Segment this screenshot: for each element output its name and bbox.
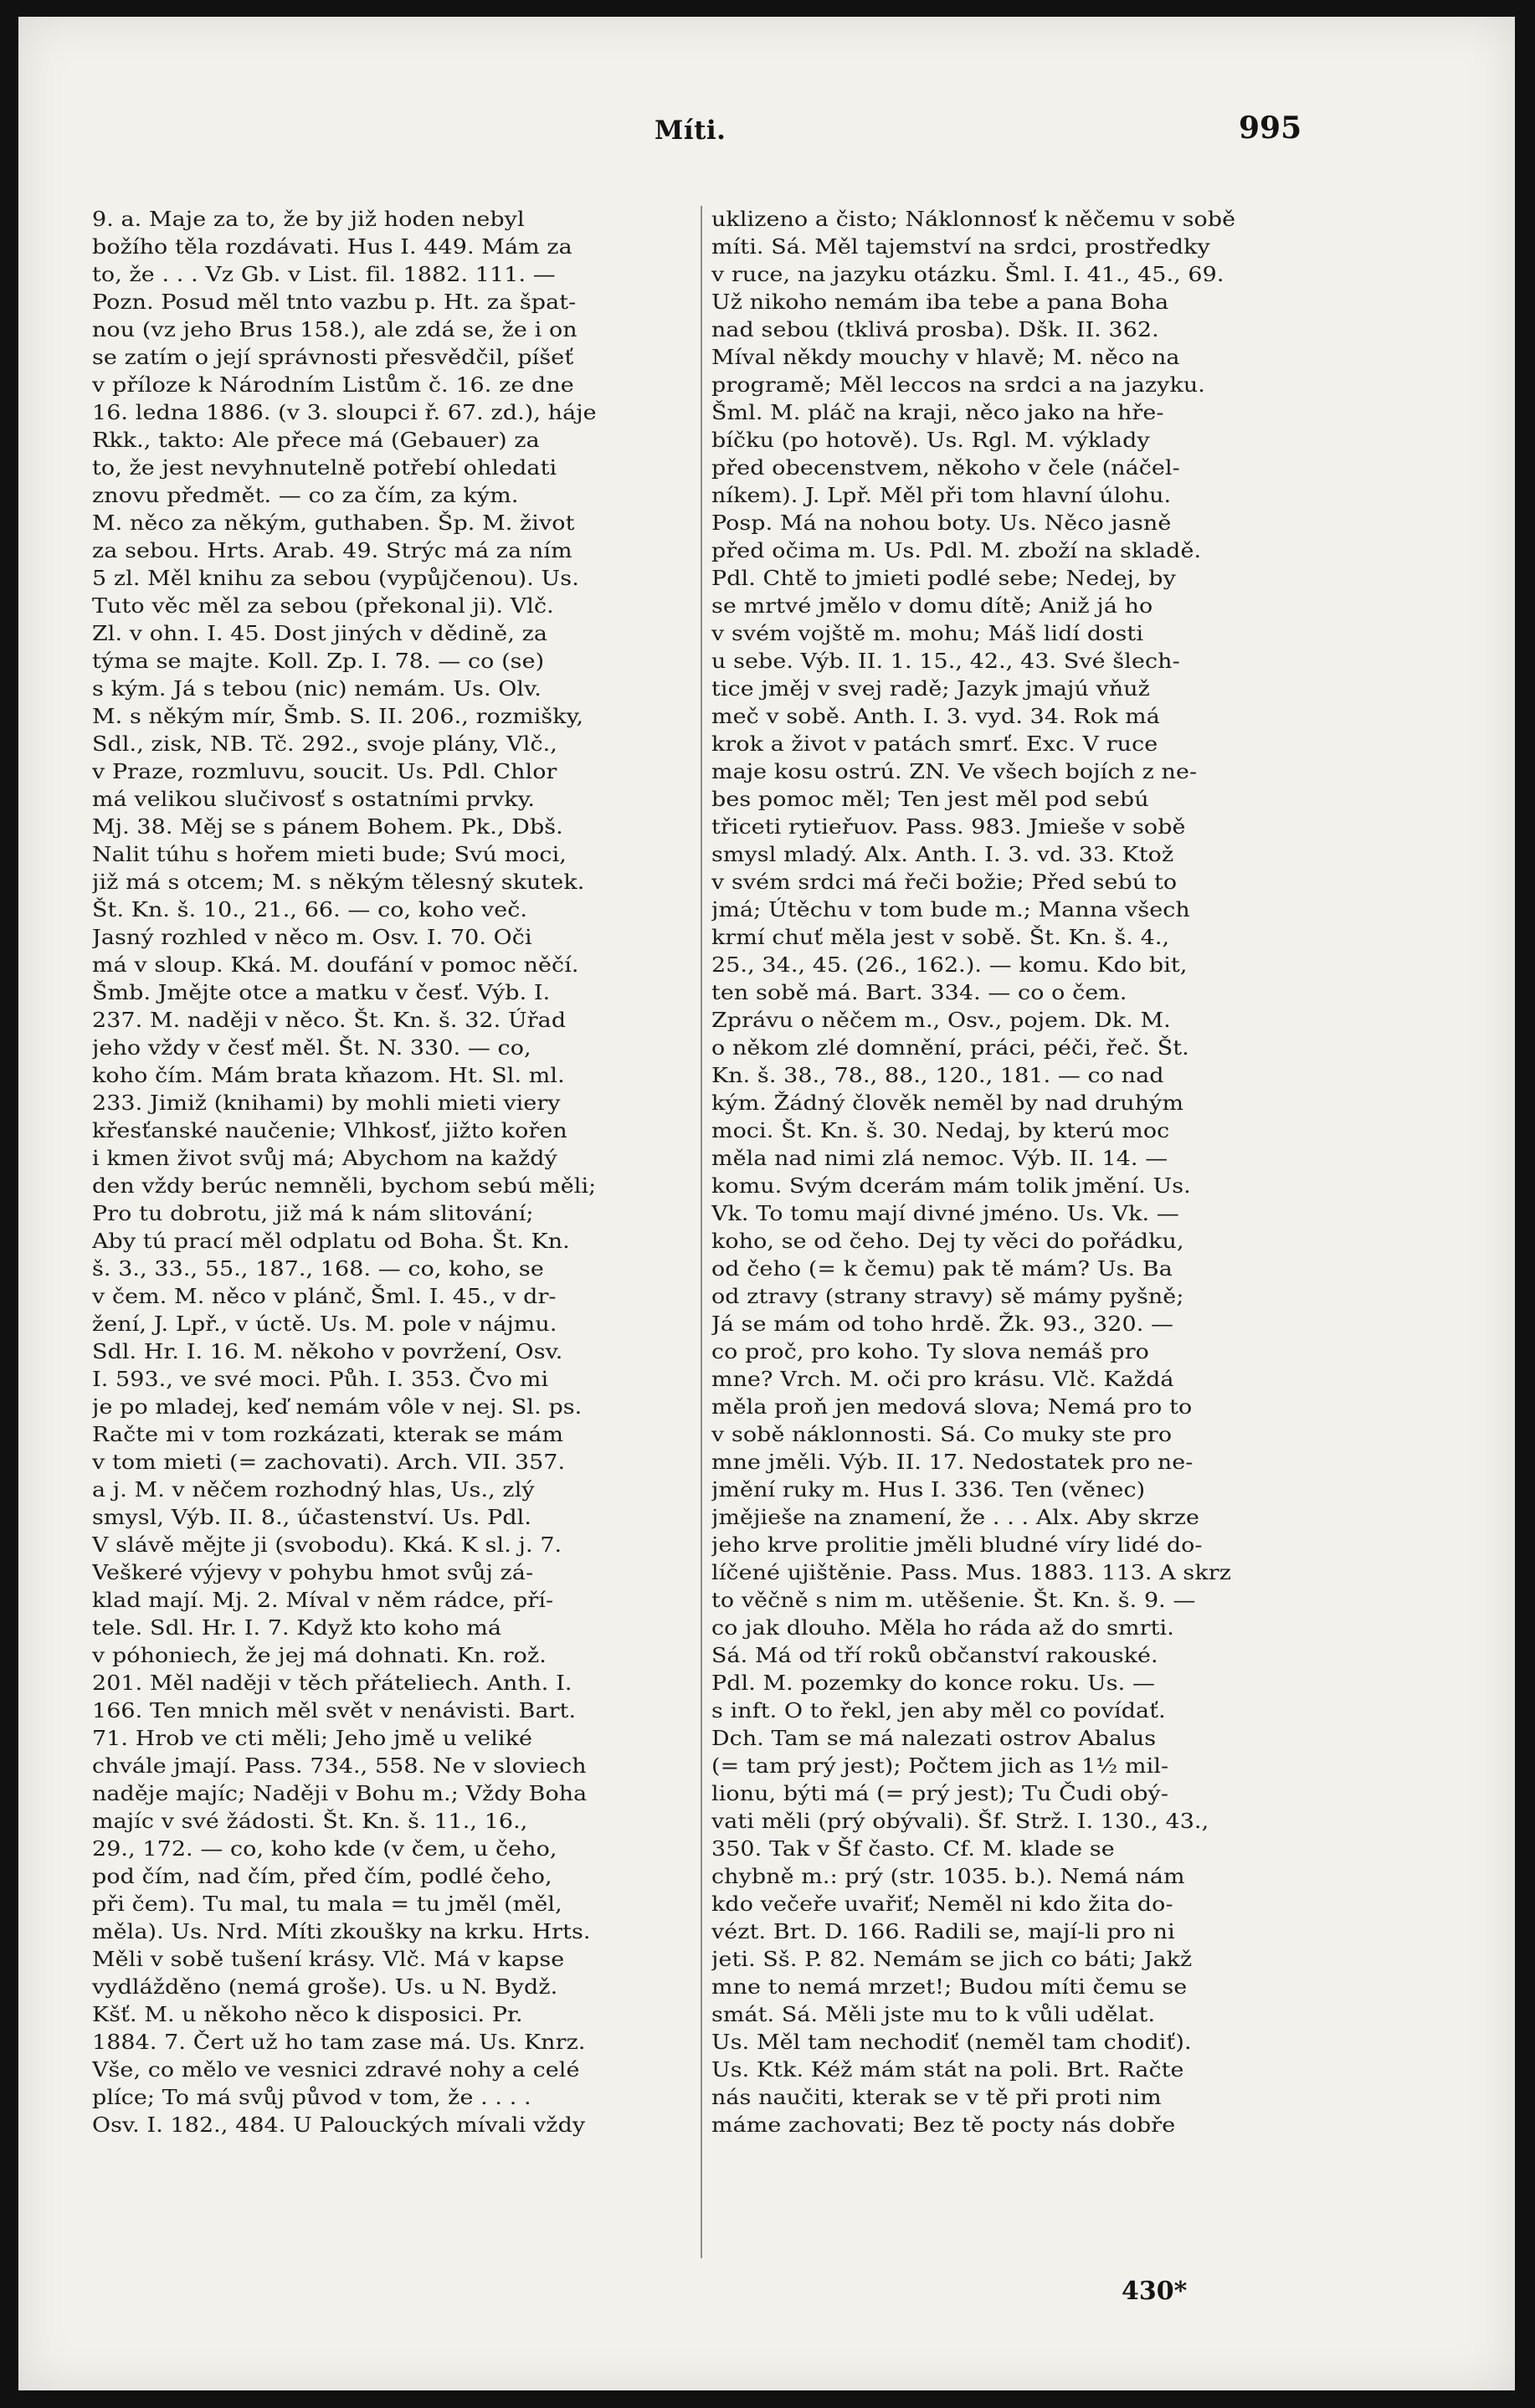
text-line: Račte mi v tom rozkázati, kterak se mám <box>92 1423 564 1446</box>
text-line: Mj. 38. Měj se s pánem Bohem. Pk., Dbš. <box>92 815 563 839</box>
text-line: maje kosu ostrú. ZN. Ve všech bojích z ne- <box>711 760 1198 783</box>
text-line: mne to nemá mrzet!; Budou míti čemu se <box>711 1975 1188 1999</box>
text-line: již má s otcem; M. s někým tělesný skutek. <box>92 870 585 894</box>
text-line: i kmen život svůj má; Abychom na každý <box>92 1147 557 1170</box>
text-line: I. 593., ve své moci. Půh. I. 353. Čvo mi <box>92 1368 549 1391</box>
text-line: v příloze k Národním Listům č. 16. ze dne <box>92 373 574 397</box>
text-line: 1884. 7. Čert už ho tam zase má. Us. Knrz. <box>92 2031 586 2054</box>
column-divider <box>701 206 702 2258</box>
text-line: M. s někým mír, Šmb. S. II. 206., rozmišky, <box>92 705 584 728</box>
left-column <box>92 206 698 2139</box>
page-number: 995 <box>1239 110 1302 146</box>
text-line: smysl mladý. Alx. Anth. I. 3. vd. 33. Ktož <box>711 843 1174 866</box>
text-line: se zatím o její správnosti přesvědčil, píšeť <box>92 346 574 369</box>
text-line: Sá. Má od tří roků občanství rakouské. <box>711 1644 1158 1667</box>
text-line: Pro tu dobrotu, již má k nám slitování; <box>92 1202 534 1225</box>
text-line: jeho krve prolitie jměli bludné víry lidé do- <box>711 1533 1203 1557</box>
text-line: Šml. M. pláč na kraji, něco jako na hře- <box>711 401 1164 424</box>
text-line: co proč, pro koho. Ty slova nemáš pro <box>711 1340 1149 1363</box>
text-line: smát. Sá. Měli jste mu to k vůli udělat. <box>711 2003 1156 2026</box>
text-line: křesťanské naučenie; Vlhkosť, jižto kořen <box>92 1119 567 1142</box>
text-line: Tuto věc měl za sebou (překonal ji). Vlč. <box>92 594 554 618</box>
text-line: Pozn. Posud měl tnto vazbu p. Ht. za špat- <box>92 290 577 314</box>
text-line: Míval někdy mouchy v hlavě; M. něco na <box>711 346 1180 369</box>
text-line: je po mladej, keď nemám vôle v nej. Sl. ps. <box>92 1395 583 1419</box>
text-line: v ruce, na jazyku otázku. Šml. I. 41., 45., 69. <box>711 263 1224 286</box>
text-line: bes pomoc měl; Ten jest měl pod sebú <box>711 788 1149 811</box>
text-line: v svém srdci má řeči božie; Před sebú to <box>711 870 1178 894</box>
text-line: 9. a. Maje za to, že by již hoden nebyl <box>92 208 525 231</box>
text-line: tice jměj v svej radě; Jazyk jmajú vňuž <box>711 677 1150 701</box>
text-line: u sebe. Výb. II. 1. 15., 42., 43. Své šlech- <box>711 649 1180 673</box>
text-line: Št. Kn. š. 10., 21., 66. — co, koho več. <box>92 898 528 922</box>
text-line: Šmb. Jmějte otce a matku v česť. Výb. I. <box>92 981 551 1004</box>
text-line: v svém vojště m. mohu; Máš lidí dosti <box>711 622 1144 645</box>
text-line: ten sobě má. Bart. 334. — co o čem. <box>711 981 1127 1004</box>
text-line: 5 zl. Měl knihu za sebou (vypůjčenou). Us. <box>92 567 579 590</box>
text-line: Jasný rozhled v něco m. Osv. I. 70. Oči <box>92 926 532 949</box>
text-line: Osv. I. 182., 484. U Palouckých mívali vždy <box>92 2113 586 2137</box>
signature-mark: 430* <box>1122 2277 1188 2306</box>
text-line: od čeho (= k čemu) pak tě mám? Us. Ba <box>711 1257 1173 1281</box>
text-line: třiceti rytieřuov. Pass. 983. Jmieše v sobě <box>711 815 1186 839</box>
text-line: žení, J. Lpř., v úctě. Us. M. pole v nájmu. <box>92 1312 557 1336</box>
text-line: jeho vždy v česť měl. Št. N. 330. — co, <box>92 1036 531 1060</box>
text-line: Rkk., takto: Ale přece má (Gebauer) za <box>92 429 540 452</box>
text-line: Měli v sobě tušení krásy. Vlč. Má v kapse <box>92 1948 565 1971</box>
text-line: moci. Št. Kn. š. 30. Nedaj, by kterú moc <box>711 1119 1170 1142</box>
text-line: jmění ruky m. Hus I. 336. Ten (věnec) <box>711 1478 1146 1502</box>
text-line: klad mají. Mj. 2. Míval v něm rádce, pří- <box>92 1589 554 1612</box>
text-line: tele. Sdl. Hr. I. 7. Když kto koho má <box>92 1616 502 1640</box>
text-line: před obecenstvem, někoho v čele (náčel- <box>711 456 1180 480</box>
text-line: v póhoniech, že jej má dohnati. Kn. rož. <box>92 1644 547 1667</box>
text-line: 237. M. naději v něco. Št. Kn. š. 32. Úřad <box>92 1009 567 1032</box>
text-line: jeti. Sš. P. 82. Nemám se jich co báti; Jakž <box>711 1948 1193 1971</box>
text-line: Nalit túhu s hořem mieti bude; Svú moci, <box>92 843 567 866</box>
text-line: komu. Svým dcerám mám tolik jmění. Us. <box>711 1174 1191 1198</box>
text-line: Už nikoho nemám iba tebe a pana Boha <box>711 290 1169 314</box>
text-line: 16. ledna 1886. (v 3. sloupci ř. 67. zd.), háje <box>92 401 597 424</box>
text-line: kým. Žádný člověk neměl by nad druhým <box>711 1091 1184 1115</box>
text-line: 233. Jimiž (knihami) by mohli mieti viery <box>92 1091 561 1115</box>
text-line: den vždy berúc nemněli, bychom sebú měli; <box>92 1174 597 1198</box>
text-line: vati měli (prý obývali). Šf. Strž. I. 130., 43., <box>711 1810 1209 1833</box>
text-line: s inft. O to řekl, jen aby měl co povídať. <box>711 1699 1166 1723</box>
text-line: pod čím, nad čím, před čím, podlé čeho, <box>92 1865 552 1888</box>
text-line: Dch. Tam se má nalezati ostrov Abalus <box>711 1727 1157 1750</box>
text-line: chybně m.: prý (str. 1035. b.). Nemá nám <box>711 1865 1185 1888</box>
text-line: vézt. Brt. D. 166. Radili se, mají-li pro ni <box>711 1920 1175 1943</box>
text-line: níkem). J. Lpř. Měl při tom hlavní úlohu. <box>711 484 1172 507</box>
text-line: chvále jmají. Pass. 734., 558. Ne v sloviech <box>92 1754 587 1778</box>
text-line: znovu předmět. — co za čím, za kým. <box>92 484 519 507</box>
text-line: Posp. Má na nohou boty. Us. Něco jasně <box>711 511 1172 535</box>
text-line: Veškeré výjevy v pohybu hmot svůj zá- <box>92 1561 534 1584</box>
page-header <box>18 17 1515 151</box>
text-line: jmá; Útěchu v tom bude m.; Manna všech <box>711 898 1190 922</box>
text-line: to věčně s nim m. utěšenie. Št. Kn. š. 9. — <box>711 1589 1196 1612</box>
text-line: Já se mám od toho hrdě. Žk. 93., 320. — <box>711 1312 1174 1336</box>
text-line: v Praze, rozmluvu, soucit. Us. Pdl. Chlor <box>92 760 557 783</box>
text-line: koho, se od čeho. Dej ty věci do pořádku, <box>711 1230 1184 1253</box>
text-line: M. něco za někým, guthaben. Šp. M. život <box>92 511 575 535</box>
text-line: 166. Ten mnich měl svět v nenávisti. Bart. <box>92 1699 577 1723</box>
text-line: 29., 172. — co, koho kde (v čem, u čeho, <box>92 1837 557 1861</box>
text-line: Pdl. Chtě to jmieti podlé sebe; Nedej, by <box>711 567 1176 590</box>
text-line: Vk. To tomu mají divné jméno. Us. Vk. — <box>711 1202 1179 1225</box>
text-line: programě; Měl leccos na srdci a na jazyku. <box>711 373 1205 397</box>
right-column <box>711 206 1322 2139</box>
text-line: co jak dlouho. Měla ho ráda až do smrti. <box>711 1616 1174 1640</box>
text-line: Vše, co mělo ve vesnici zdravé nohy a celé <box>92 2058 580 2082</box>
text-line: Us. Ktk. Kéž mám stát na poli. Brt. Račte <box>711 2058 1184 2082</box>
text-line: v čem. M. něco v plánč, Šml. I. 45., v dr- <box>92 1285 557 1308</box>
text-line: (= tam prý jest); Počtem jich as 1½ mil- <box>711 1754 1169 1778</box>
dictionary-page <box>18 17 1515 2390</box>
text-line: meč v sobě. Anth. I. 3. vyd. 34. Rok má <box>711 705 1160 728</box>
text-line: v sobě náklonnosti. Sá. Co muky ste pro <box>711 1423 1173 1446</box>
text-line: to, že . . . Vz Gb. v List. fil. 1882. 111. — <box>92 263 556 286</box>
text-line: od ztravy (strany stravy) sě mámy pyšně; <box>711 1285 1184 1308</box>
running-head: Míti. <box>655 116 726 146</box>
text-line: bíčku (po hotově). Us. Rgl. M. výklady <box>711 429 1150 452</box>
text-line: v tom mieti (= zachovati). Arch. VII. 357. <box>92 1450 566 1474</box>
text-line: Pdl. M. pozemky do konce roku. Us. — <box>711 1671 1155 1695</box>
text-line: před očima m. Us. Pdl. M. zboží na skladě. <box>711 539 1202 562</box>
text-line: Sdl., zisk, NB. Tč. 292., svoje plány, Vlč., <box>92 732 557 756</box>
text-line: 25., 34., 45. (26., 162.). — komu. Kdo bit, <box>711 953 1188 977</box>
text-line: nad sebou (tklivá prosba). Dšk. II. 362. <box>711 318 1159 341</box>
text-line: nás naučiti, kterak se v tě při proti nim <box>711 2086 1162 2109</box>
text-line: má v sloup. Kká. M. doufání v pomoc něčí. <box>92 953 579 977</box>
text-line: uklizeno a čisto; Náklonnosť k něčemu v sobě <box>711 208 1236 231</box>
text-line: týma se majte. Koll. Zp. I. 78. — co (se) <box>92 649 545 673</box>
text-line: jmějieše na znamení, že . . . Alx. Aby skrze <box>711 1506 1200 1529</box>
text-line: Kšť. M. u někoho něco k disposici. Pr. <box>92 2003 523 2026</box>
text-line: božího těla rozdávati. Hus I. 449. Mám za <box>92 235 572 259</box>
text-line: koho čím. Mám brata kňazom. Ht. Sl. ml. <box>92 1064 565 1087</box>
text-line: plíce; To má svůj původ v tom, že . . . . <box>92 2086 531 2109</box>
text-line: Aby tú prací měl odplatu od Boha. Št. Kn. <box>92 1230 570 1253</box>
text-line: majíc v své žádosti. Št. Kn. š. 11., 16., <box>92 1810 528 1833</box>
text-line: mne jměli. Výb. II. 17. Nedostatek pro ne- <box>711 1450 1194 1474</box>
text-line: o někom zlé domnění, práci, péči, řeč. Št. <box>711 1036 1189 1060</box>
text-line: líčené ujištěnie. Pass. Mus. 1883. 113. A skrz <box>711 1561 1231 1584</box>
text-line: 350. Tak v Šf často. Cf. M. klade se <box>711 1837 1115 1861</box>
text-line: kdo večeře uvařiť; Neměl ni kdo žita do- <box>711 1892 1173 1916</box>
text-line: V slávě mějte ji (svobodu). Kká. K sl. j. 7. <box>92 1533 562 1557</box>
text-line: s kým. Já s tebou (nic) nemám. Us. Olv. <box>92 677 542 701</box>
text-line: smysl, Výb. II. 8., účastenství. Us. Pdl. <box>92 1506 532 1529</box>
text-line: míti. Sá. Měl tajemství na srdci, prostředky <box>711 235 1210 259</box>
text-line: lionu, býti má (= prý jest); Tu Čudi obý- <box>711 1782 1169 1805</box>
text-line: mne? Vrch. M. oči pro krásu. Vlč. Každá <box>711 1368 1174 1391</box>
text-line: vydlážděno (nemá groše). Us. u N. Bydž. <box>92 1975 558 1999</box>
text-line: Kn. š. 38., 78., 88., 120., 181. — co nad <box>711 1064 1164 1087</box>
text-line: má velikou slučivosť s ostatními prvky. <box>92 788 536 811</box>
text-line: za sebou. Hrts. Arab. 49. Strýc má za ním <box>92 539 572 562</box>
text-line: měla proň jen medová slova; Nemá pro to <box>711 1395 1193 1419</box>
text-line: měla). Us. Nrd. Míti zkoušky na krku. Hrts. <box>92 1920 591 1943</box>
text-line: nou (vz jeho Brus 158.), ale zdá se, že i on <box>92 318 578 341</box>
text-line: měla nad nimi zlá nemoc. Výb. II. 14. — <box>711 1147 1168 1170</box>
text-line: krok a život v patách smrť. Exc. V ruce <box>711 732 1158 756</box>
text-line: Sdl. Hr. I. 16. M. někoho v povržení, Osv. <box>92 1340 563 1363</box>
text-line: při čem). Tu mal, tu mala = tu jměl (měl, <box>92 1892 562 1916</box>
text-line: to, že jest nevyhnutelně potřebí ohledati <box>92 456 557 480</box>
text-line: a j. M. v něčem rozhodný hlas, Us., zlý <box>92 1478 535 1502</box>
text-line: Zl. v ohn. I. 45. Dost jiných v dědině, za <box>92 622 548 645</box>
text-line: 71. Hrob ve cti měli; Jeho jmě u veliké <box>92 1727 533 1750</box>
text-line: se mrtvé jmělo v domu dítě; Aniž já ho <box>711 594 1153 618</box>
text-line: š. 3., 33., 55., 187., 168. — co, koho, se <box>92 1257 544 1281</box>
text-line: máme zachovati; Bez tě pocty nás dobře <box>711 2113 1176 2137</box>
text-line: Zprávu o něčem m., Osv., pojem. Dk. M. <box>711 1009 1171 1032</box>
text-line: krmí chuť měla jest v sobě. Št. Kn. š. 4., <box>711 926 1170 949</box>
text-line: 201. Měl naději v těch přáteliech. Anth. I. <box>92 1671 572 1695</box>
text-line: Us. Měl tam nechodiť (neměl tam chodiť). <box>711 2031 1192 2054</box>
text-line: naděje majíc; Naději v Bohu m.; Vždy Boha <box>92 1782 588 1805</box>
